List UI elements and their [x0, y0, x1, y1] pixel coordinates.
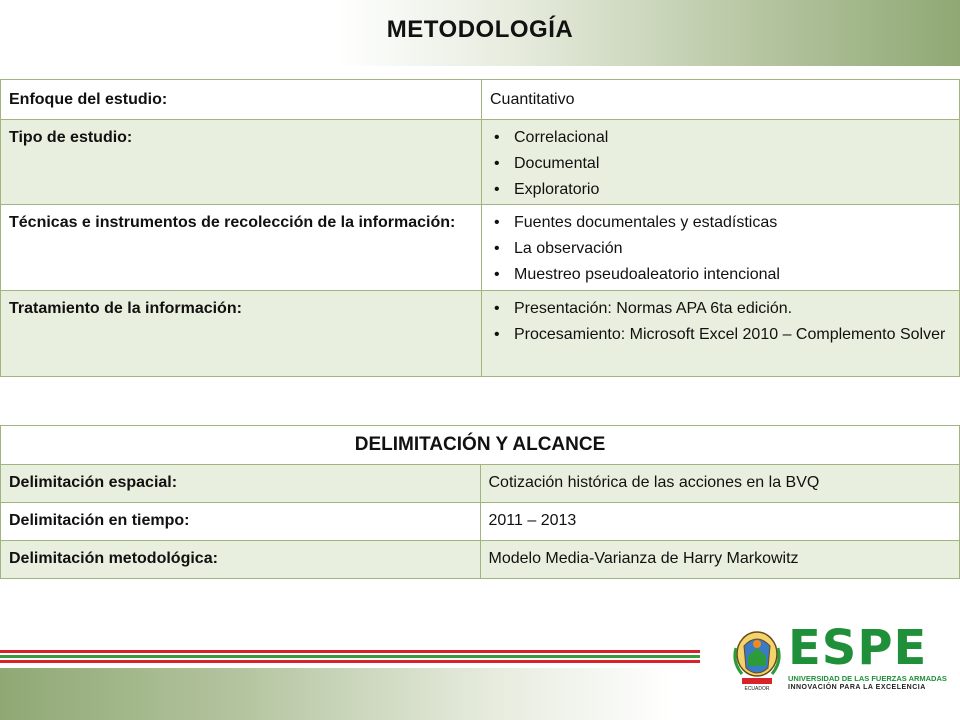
tiempo-label: Delimitación en tiempo: [1, 503, 481, 541]
list-item: • Correlacional [490, 125, 951, 151]
decorative-stripes [0, 650, 700, 665]
scope-table [0, 425, 960, 579]
espacial-label: Delimitación espacial: [1, 465, 481, 503]
methodology-table [0, 79, 960, 377]
table-row [1, 291, 960, 377]
tipo-value [482, 120, 960, 205]
metodologica-label: Delimitación metodológica: [1, 541, 481, 579]
logo-university: UNIVERSIDAD DE LAS FUERZAS ARMADAS [788, 674, 947, 683]
list-item: • Procesamiento: Microsoft Excel 2010 – Complemento Solver [490, 322, 951, 348]
list-item: • Presentación: Normas APA 6ta edición. [490, 296, 951, 322]
tratamiento-label: Tratamiento de la información: [1, 291, 482, 377]
table-row [1, 120, 960, 205]
tratamiento-value [482, 291, 960, 377]
enfoque-value: Cuantitativo [482, 80, 960, 120]
logo-wordmark: ESPE [788, 620, 928, 676]
list-item: • Exploratorio [490, 177, 951, 203]
scope-heading: DELIMITACIÓN Y ALCANCE [1, 426, 960, 465]
espacial-value: Cotización histórica de las acciones en la BVQ [480, 465, 960, 503]
green-stripe [0, 655, 700, 658]
tiempo-value: 2011 – 2013 [480, 503, 960, 541]
list-item: • La observación [490, 236, 951, 262]
table-row [1, 503, 960, 541]
emblem-caption: ECUADOR [744, 686, 770, 692]
tipo-label: Tipo de estudio: [1, 120, 482, 205]
tecnicas-value [482, 205, 960, 291]
red-stripe [0, 650, 700, 653]
metodologica-value: Modelo Media-Varianza de Harry Markowitz [480, 541, 960, 579]
logo-tagline: INNOVACIÓN PARA LA EXCELENCIA [788, 684, 926, 691]
list-item: • Fuentes documentales y estadísticas [490, 210, 951, 236]
red-stripe [0, 660, 700, 663]
table-row [1, 541, 960, 579]
list-item: • Muestreo pseudoaleatorio intencional [490, 262, 951, 288]
table-header-row [1, 426, 960, 465]
page-title: METODOLOGÍA [386, 16, 574, 43]
coat-of-arms-icon [732, 628, 782, 692]
enfoque-label: Enfoque del estudio: [1, 80, 482, 120]
list-item: • Documental [490, 151, 951, 177]
espe-logo [728, 620, 948, 696]
table-row [1, 80, 960, 120]
table-row [1, 465, 960, 503]
table-row [1, 205, 960, 291]
tecnicas-label: Técnicas e instrumentos de recolección de la información: [1, 205, 482, 291]
